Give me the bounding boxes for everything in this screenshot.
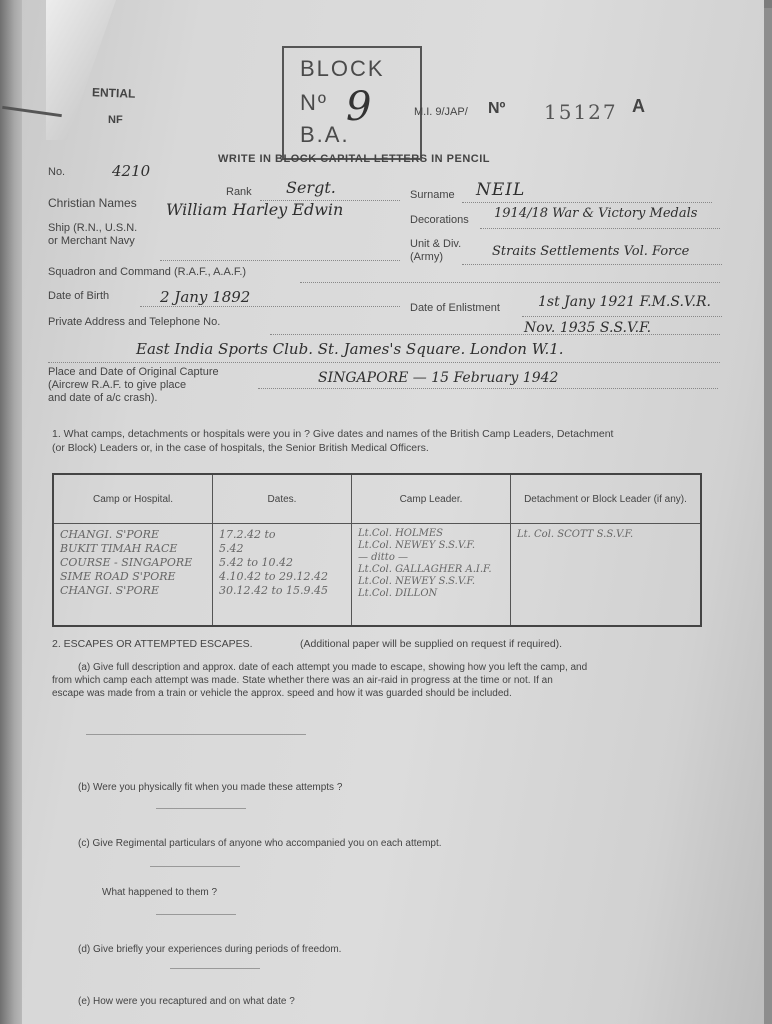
pencil-instruction: WRITE IN BLOCK CAPITAL LETTERS IN PENCIL xyxy=(218,153,490,165)
leader-entry: Lt.Col. DILLON xyxy=(358,588,438,599)
date-entry: 4.10.42 to 29.12.42 xyxy=(219,570,329,583)
q1-text: 1. What camps, detachments or hospitals were you in ? Give dates and names of the British Camp Leaders, Detachment xyxy=(52,428,614,440)
no-label: No. xyxy=(48,166,66,178)
squadron-line xyxy=(300,282,720,283)
enlistment-label: Date of Enlistment xyxy=(410,302,500,314)
ship-label: Ship (R.N., U.S.N. xyxy=(48,222,138,234)
detachment-cell xyxy=(511,524,702,627)
col-leader: Camp Leader. xyxy=(352,474,511,524)
dates-cell xyxy=(213,524,352,627)
col-camp: Camp or Hospital. xyxy=(53,474,213,524)
decorations-label: Decorations xyxy=(410,214,469,226)
camp-entry: CHANGI. S'PORE xyxy=(60,528,159,541)
leader-entry: Lt.Col. HOLMES xyxy=(358,528,444,539)
leader-entry: — ditto — xyxy=(358,552,409,563)
camp-entry: CHANGI. S'PORE xyxy=(60,584,159,597)
unit-label: Unit & Div. xyxy=(410,238,462,250)
q2-heading-note: (Additional paper will be supplied on request if required). xyxy=(300,638,563,650)
surname-value: NEIL xyxy=(476,180,526,200)
col-dates: Dates. xyxy=(213,474,352,524)
q2a-answer-line[interactable] xyxy=(86,734,306,735)
address-value: East India Sports Club. St. James's Square. London W.1. xyxy=(136,340,564,358)
ship-line xyxy=(160,260,400,261)
address-label: Private Address and Telephone No. xyxy=(48,316,221,328)
folder-edge-left xyxy=(0,0,24,1024)
dob-value: 2 Jany 1892 xyxy=(160,288,251,306)
classification-sub: NF xyxy=(108,114,123,126)
reference-code: M.I. 9/JAP/ xyxy=(414,106,468,118)
q2c-answer-line[interactable] xyxy=(150,866,240,867)
serial-suffix: A xyxy=(632,96,645,116)
decorations-line xyxy=(480,228,720,229)
address-line xyxy=(270,334,720,335)
unit-value: Straits Settlements Vol. Force xyxy=(492,244,690,259)
enlistment-value: 1st Jany 1921 F.M.S.V.R. xyxy=(538,294,711,310)
detachment-entry: Lt. Col. SCOTT S.S.V.F. xyxy=(517,529,634,540)
q2c-text: (c) Give Regimental particulars of anyone who accompanied you on each attempt. xyxy=(78,838,442,849)
leader-entry: Lt.Col. NEWEY S.S.V.F. xyxy=(358,540,476,551)
serial-no-label: Nº xyxy=(488,100,506,117)
enlistment-value-2: Nov. 1935 S.S.V.F. xyxy=(524,320,652,336)
no-value: 4210 xyxy=(112,162,151,180)
leader-entry: Lt.Col. NEWEY S.S.V.F. xyxy=(358,576,476,587)
surname-line xyxy=(462,202,712,203)
capture-label: Place and Date of Original Capture xyxy=(48,366,219,378)
decorations-value: 1914/18 War & Victory Medals xyxy=(494,206,698,221)
col-detachment: Detachment or Block Leader (if any). xyxy=(511,474,702,524)
rank-value: Sergt. xyxy=(286,178,336,197)
q2c-sub-answer-line[interactable] xyxy=(156,914,236,915)
leader-cell xyxy=(352,524,511,627)
enlistment-line xyxy=(522,316,722,317)
date-entry: 17.2.42 to xyxy=(219,528,276,541)
block-word: BLOCK xyxy=(300,56,385,81)
block-no-label: Nº xyxy=(300,90,328,115)
camp-entry: BUKIT TIMAH RACE xyxy=(60,542,178,555)
q1-text-2: (or Block) Leaders or, in the case of hospitals, the Senior British Medical Officers. xyxy=(52,442,429,454)
capture-aircrew-label: (Aircrew R.A.F. to give place xyxy=(48,379,187,391)
capture-value: SINGAPORE — 15 February 1942 xyxy=(318,370,559,386)
unit-line xyxy=(462,264,722,265)
q2a-text: (a) Give full description and approx. date of each attempt you made to escape, showing how you left the camp, and xyxy=(78,662,588,673)
page-curl xyxy=(46,0,116,140)
block-ba: B.A. xyxy=(300,122,350,147)
q2c-sub-text: What happened to them ? xyxy=(102,887,218,898)
classification-stamp: ENTIAL xyxy=(91,85,136,101)
merchant-navy-label: or Merchant Navy xyxy=(48,235,135,247)
leader-entry: Lt.Col. GALLAGHER A.I.F. xyxy=(358,564,492,575)
capture-line xyxy=(258,388,718,389)
q2d-answer-line[interactable] xyxy=(170,968,260,969)
q2d-text: (d) Give briefly your experiences during periods of freedom. xyxy=(78,944,342,955)
serial-number: 15127 xyxy=(544,100,618,124)
capture-crash-label: and date of a/c crash). xyxy=(48,392,158,404)
block-number: 9 xyxy=(346,84,372,130)
q2-heading: 2. ESCAPES OR ATTEMPTED ESCAPES. xyxy=(52,638,253,650)
address-line-2 xyxy=(48,362,720,363)
surname-label: Surname xyxy=(410,189,455,201)
q2a-text-3: escape was made from a train or vehicle the approx. speed and how it was guarded should be included. xyxy=(52,688,512,699)
camp-entry: COURSE - SINGAPORE xyxy=(60,556,193,569)
squadron-label: Squadron and Command (R.A.F., A.A.F.) xyxy=(48,266,247,278)
q2b-text: (b) Were you physically fit when you made these attempts ? xyxy=(78,782,343,793)
camp-cell xyxy=(53,524,213,627)
q2b-answer-line[interactable] xyxy=(156,808,246,809)
dob-line xyxy=(140,306,400,307)
camp-entry: SIME ROAD S'PORE xyxy=(60,570,176,583)
rank-label: Rank xyxy=(226,186,252,198)
date-entry: 5.42 to 10.42 xyxy=(219,556,294,569)
date-entry: 5.42 xyxy=(219,542,244,555)
christian-names-label: Christian Names xyxy=(48,196,137,210)
q2e-text: (e) How were you recaptured and on what date ? xyxy=(78,996,295,1007)
camps-table xyxy=(52,473,702,627)
christian-names-value: William Harley Edwin xyxy=(166,200,344,219)
q2a-text-2: from which camp each attempt was made. State whether there was an air-raid in progress at the time or not. If an xyxy=(52,675,553,686)
date-entry: 30.12.42 to 15.9.45 xyxy=(219,584,329,597)
army-label: (Army) xyxy=(410,251,443,263)
dob-label: Date of Birth xyxy=(48,290,110,302)
